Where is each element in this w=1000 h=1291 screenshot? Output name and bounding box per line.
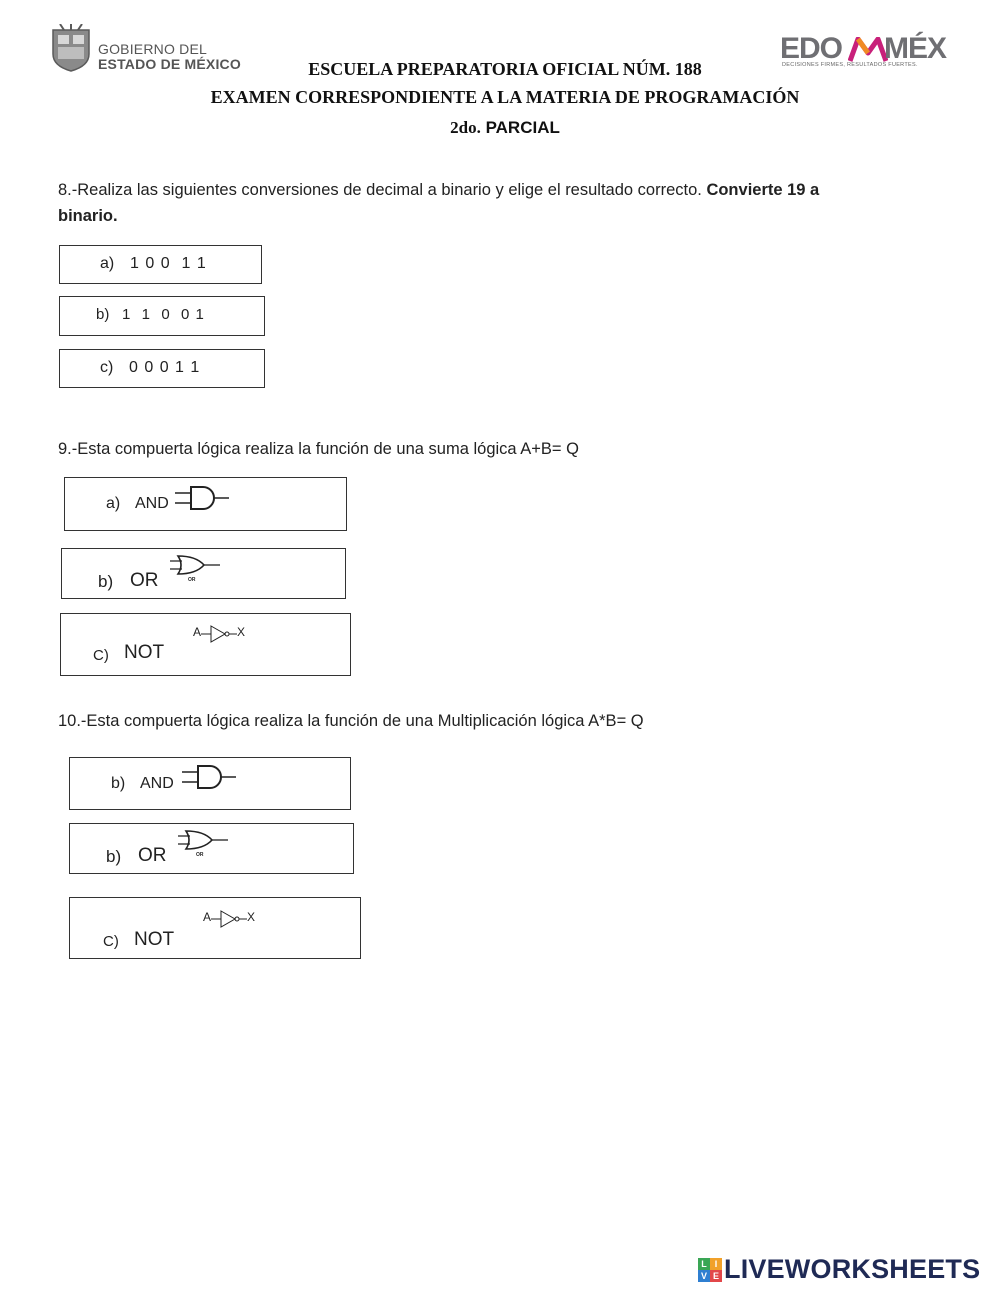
question-8-text: 8.-Realiza las siguientes conversiones de decimal a binario y elige el resultado correcto.	[58, 181, 702, 199]
q9-option-c[interactable]	[60, 613, 351, 676]
liveworksheets-logo-icon	[698, 1258, 722, 1282]
q9-option-c-letter: C)	[93, 647, 109, 664]
q8-option-a[interactable]	[59, 245, 262, 284]
live-tile-v: V	[698, 1270, 710, 1282]
q8-option-a-letter: a)	[100, 255, 115, 272]
liveworksheets-logo[interactable]	[698, 1256, 998, 1286]
q10-option-c-text: NOT	[134, 929, 175, 950]
question-8-bold: Convierte 19 a	[706, 181, 820, 199]
q9-option-c-text: NOT	[124, 642, 165, 663]
q9-not-gate-a: A	[193, 625, 202, 639]
q8-option-c-text: 0 0 0 1 1	[129, 359, 201, 376]
question-9: 9.-Esta compuerta lógica realiza la función de una suma lógica A+B= Q	[58, 440, 579, 458]
live-tile-e: E	[710, 1270, 722, 1282]
q10-option-a-letter: b)	[111, 775, 126, 792]
or-gate-icon	[170, 554, 222, 584]
q10-option-b[interactable]	[69, 823, 354, 874]
q9-not-gate-x: X	[237, 625, 246, 639]
q9-or-gate-label: OR	[188, 577, 196, 583]
live-tile-l: L	[698, 1258, 710, 1270]
question-8	[58, 177, 938, 229]
q9-option-b-text: OR	[130, 570, 159, 591]
q8-option-c[interactable]	[59, 349, 265, 388]
gov-logo-line1: GOBIERNO DEL	[98, 41, 207, 57]
partial-number: 2do.	[450, 118, 481, 137]
edomex-logo-part1: EDO	[780, 32, 843, 65]
gov-logo-line2: ESTADO DE MÉXICO	[98, 56, 241, 72]
q8-option-b-letter: b)	[96, 306, 110, 323]
q9-option-a-text: AND	[135, 495, 169, 512]
q10-option-c[interactable]	[69, 897, 361, 959]
q10-or-gate-label: OR	[196, 852, 204, 858]
partial-title	[0, 118, 1000, 138]
q10-not-gate-x: X	[247, 910, 256, 924]
q9-option-a[interactable]	[64, 477, 347, 531]
q10-option-c-letter: C)	[103, 933, 119, 950]
edomex-logo-part2: MÉX	[884, 32, 947, 65]
school-title: ESCUELA PREPARATORIA OFICIAL NÚM. 188	[308, 59, 702, 79]
and-gate-icon	[175, 486, 229, 512]
live-tile-i: I	[710, 1258, 722, 1270]
q8-option-b-text: 1 1 0 0 1	[122, 306, 205, 323]
partial-word: PARCIAL	[485, 118, 560, 137]
q9-option-b-letter: b)	[98, 572, 114, 591]
question-10: 10.-Esta compuerta lógica realiza la función de una Multiplicación lógica A*B= Q	[58, 712, 644, 730]
q10-not-gate-a: A	[203, 910, 212, 924]
q9-option-b[interactable]	[61, 548, 346, 599]
q10-option-a[interactable]	[69, 757, 351, 810]
q9-option-a-letter: a)	[106, 495, 121, 512]
q8-option-a-text: 1 0 0 1 1	[130, 255, 207, 272]
q10-option-b-text: OR	[138, 845, 167, 866]
and-gate-icon	[182, 765, 236, 791]
q10-option-b-letter: b)	[106, 847, 122, 866]
question-8-bold-line2: binario.	[58, 207, 118, 225]
q10-option-a-text: AND	[140, 775, 174, 792]
exam-title: EXAMEN CORRESPONDIENTE A LA MATERIA DE PROGRAMACIÓN	[210, 87, 800, 107]
q8-option-b[interactable]	[59, 296, 265, 336]
not-gate-icon	[211, 909, 247, 929]
edomex-tagline: DECISIONES FIRMES, RESULTADOS FUERTES.	[782, 62, 918, 68]
or-gate-icon	[178, 829, 230, 859]
not-gate-icon	[201, 624, 237, 644]
q8-option-c-letter: c)	[100, 359, 114, 376]
liveworksheets-brand: LIVEWORKSHEETS	[724, 1254, 981, 1284]
